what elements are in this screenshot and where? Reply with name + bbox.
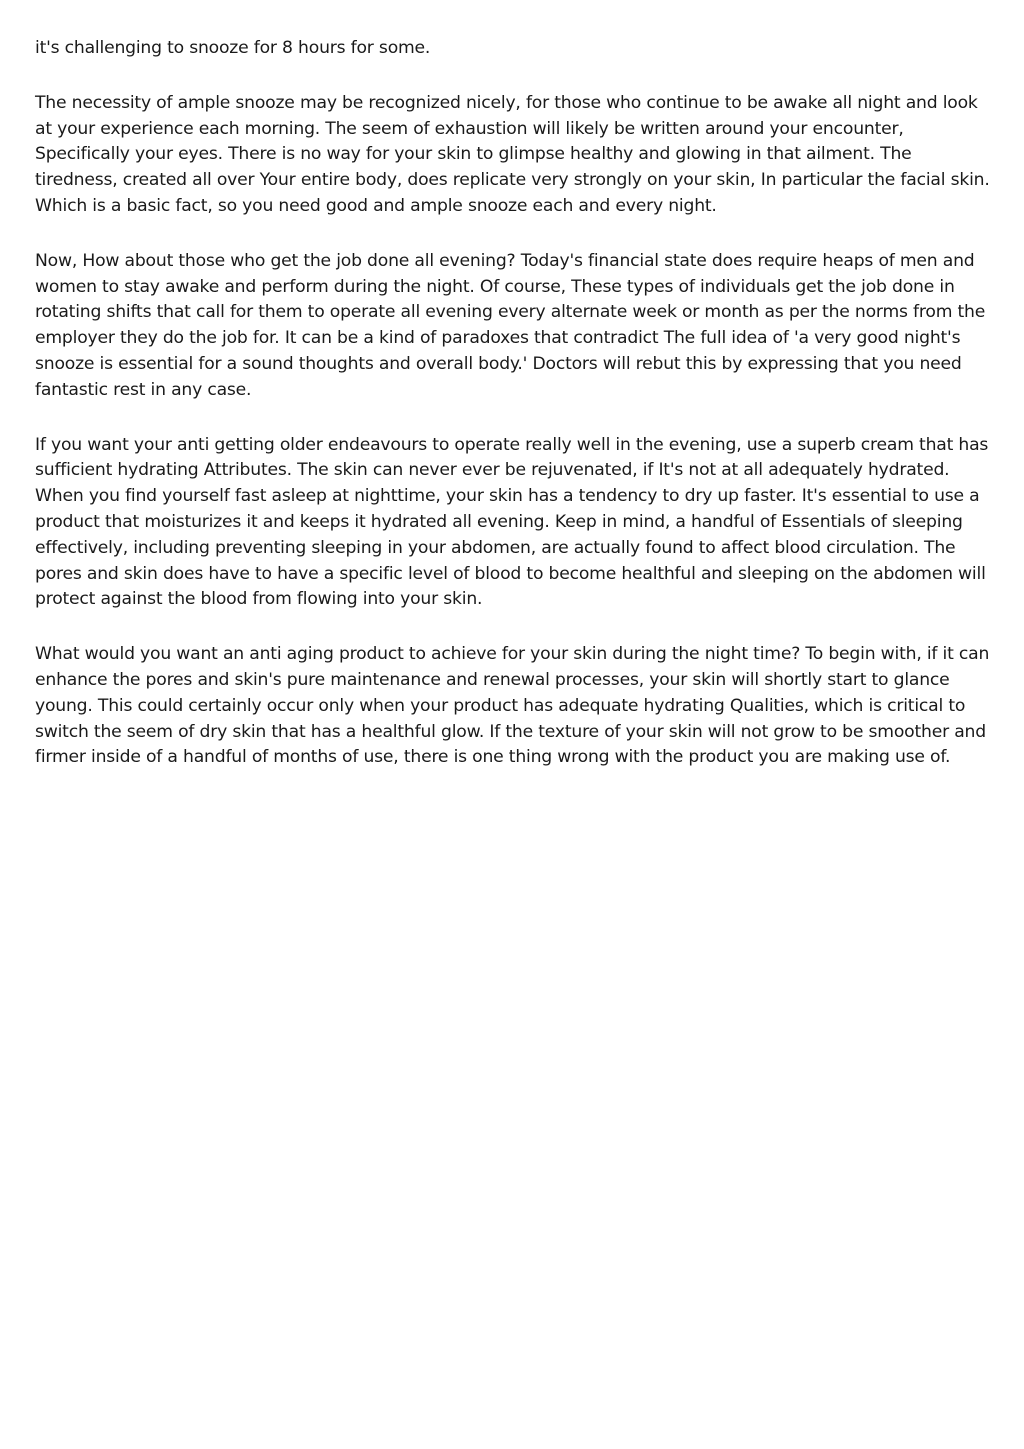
document-body: [35, 36, 995, 800]
paragraph-4: If you want your anti getting older endeavours to operate really well in the evening, use a superb cream that has sufficient hydrating Attributes. The skin can never ever be rejuvenated, if It's not at all adequately hydrated. When you find yourself fast asleep at nighttime, your skin has a tendency to dry up faster. It's essential to use a product that moisturizes it and keeps it hydrated all evening. Keep in mind, a handful of Essentials of sleeping effectively, including preventing sleeping in your abdomen, are actually found to affect blood circulation. The pores and skin does have to have a specific level of blood to become healthful and sleeping on the abdomen will protect against the blood from flowing into your skin.: [35, 434, 989, 610]
paragraph-3: Now, How about those who get the job done all evening? Today's financial state does require heaps of men and women to stay awake and perform during the night. Of course, These types of individuals get the job done in rotating shifts that call for them to operate all evening every alternate week or month as per the norms from the employer they do the job for. It can be a kind of paradoxes that contradict The full idea of 'a very good night's snooze is essential for a sound thoughts and overall body.' Doctors will rebut this by expressing that you need fantastic rest in any case.: [35, 250, 986, 400]
paragraph-2: The necessity of ample snooze may be recognized nicely, for those who continue to be awake all night and look at your experience each morning. The seem of exhaustion will likely be written around your encounter, Specifically your eyes. There is no way for your skin to glimpse healthy and glowing in that ailment. The tiredness, created all over Your entire body, does replicate very strongly on your skin, In particular the facial skin. Which is a basic fact, so you need good and ample snooze each and every night.: [35, 92, 990, 216]
paragraph-5: What would you want an anti aging product to achieve for your skin during the night time? To begin with, if it can enhance the pores and skin's pure maintenance and renewal processes, your skin will shortly start to glance young. This could certainly occur only when your product has adequate hydrating Qualities, which is critical to switch the seem of dry skin that has a healthful glow. If the texture of your skin will not grow to be smoother and firmer inside of a handful of months of use, there is one thing wrong with the product you are making use of.: [35, 644, 990, 768]
paragraph-1: it's challenging to snooze for 8 hours for some.: [35, 38, 431, 58]
